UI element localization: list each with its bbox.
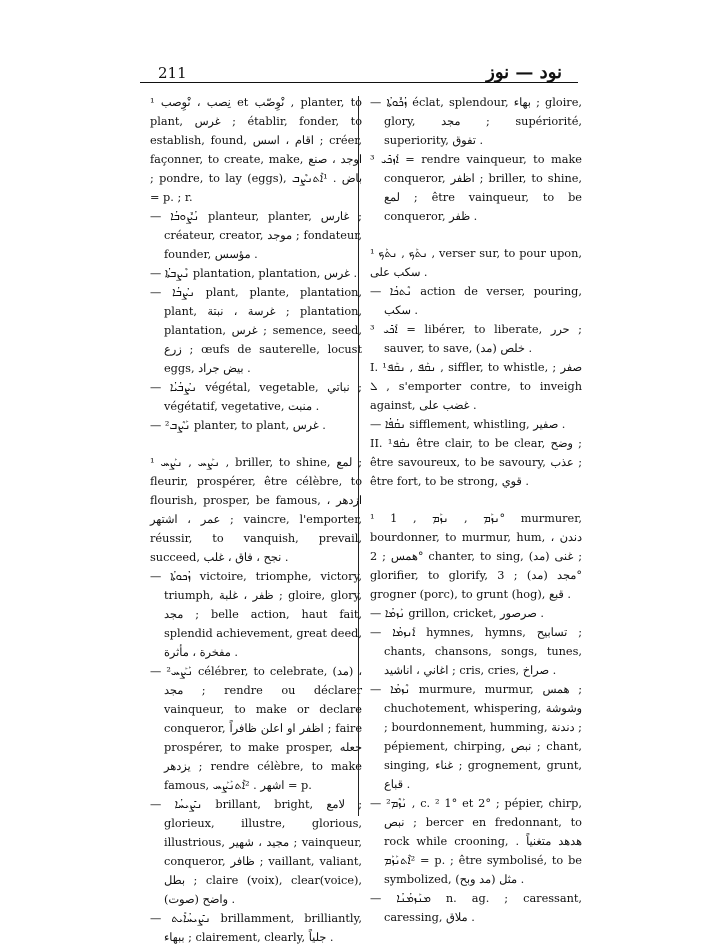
page-number: 211 (158, 64, 187, 82)
header-rule (140, 82, 578, 83)
entry-siffler: I. ¹ܢܩܰܦ , ܢܩܰܦ , siffler, to whistle, صفر ; ܠ , s'emporter contre, to inveigh against, غضب على . (370, 361, 582, 412)
entry-brillant: — ܢܨܺܝܚܳܐ brillant, bright, لامع ; glorieux, illustre, glorious, illustrious, مجيد ، شهير ; vainqueur, conqueror, ظافر ; vaillant, valiant, بطل ; claire (voix), clear(voice), واضح (صوت) . (150, 798, 362, 906)
entry-caressant: — ܡܢܰܙܡܳܢܳܐ n. ag. ; caressant, caressing, ملاق . (370, 892, 582, 924)
running-head: نود — نوز (486, 62, 562, 83)
entry-murmurer: ¹ ܢܙܰܡ , ܢܙܰܡ , 1° murmurer, bourdonner, to murmur, hum, دندن ، همس ; 2° chanter, to sing, غنى (مد) ; glorifier, to glorify, مجد (مد) ; 3° grogner (porc), to grunt (hog), قبع . (370, 512, 583, 601)
entry-verser: ¹ ܢܬܰܟ , ܢܬܰܟ , verser sur, to pour upon, سكب على . (370, 247, 582, 279)
entry-gap (150, 435, 362, 453)
column-separator (358, 96, 359, 816)
right-column (370, 93, 582, 927)
left-column (150, 93, 362, 947)
entry-plantation: — ܢܶܨܒܬܳܐ plantation, plantation, غرس . (150, 267, 358, 280)
entry-grillon: — ܢܰܙܡܳܐ grillon, cricket, صرصور . (370, 607, 544, 620)
entry-nsab: ¹ نِصب ، نْوِصب et نْوِصّب , planter, to plant, غرس ; établir, fonder, to establish, found, اقام ، اسس ; créer, façonner, to create, make, اوجد ، صنع ; pondre, to lay (eggs), باض . ¹ܐܶܬܢܨܶܒ = p. ; r. (150, 96, 363, 204)
entry-vegetal: — ܢܨܳܒܳܝܳܐ végétal, vegetable, نباتي ; végétatif, vegetative, منبت . (150, 381, 362, 413)
entry-action-verser: — ܢܶܬܟܳܐ action de verser, pouring, سكب . (370, 285, 582, 317)
entry-rendre-vainqueur: ³ ܐܰܙܟܺܝ = rendre vainqueur, to make conqueror, اظفر ; briller, to shine, لمع ; être vainqueur, to be conqueror, ظفر . (370, 153, 583, 223)
entry-eclat: — ܙܳܟܽܘܬܳܐ éclat, splendour, بهاء ; gloire, glory, مجد ; supériorité, superiority, تفوق . (370, 96, 583, 147)
entry-gap (370, 491, 582, 509)
entry-celebrer: — ²ܢܰܨܰܚ célébrer, to celebrate, (مد) ، مجد ; rendre ou déclarer vainqueur, to make or declare conqueror, اظفر او اعلن ظافراً ; faire prospérer, to make prosper, جعله يزدهر ; rendre célèbre, to make famous, اشهر . ²ܐܶܬܢܰܨܰܚ = p. (150, 665, 363, 792)
entry-liberer: ³ ܐܰܟܺܝ = libérer, to liberate, حرر ; sauver, to save, (مد) خلص . (370, 323, 582, 355)
entry-planter: — ²ܢܰܨܶܒ planter, to plant, غرس . (150, 419, 326, 432)
entry-murmure: — ܢܶܙܡܳܐ murmure, murmur, همس ; chuchotement, whispering, وشوشة ; bourdonnement, humming, دندنة ; pépiement, chirping, نبص ; chant, singing, غناء ; grognement, grunt, قباع . (370, 683, 583, 791)
entry-victoire: — ܙܳܟܘܬܳܐ victoire, triomphe, victory, triumph, ظفر ، غلبة ; gloire, glory, مجد ; belle action, haut fait, splendid achievement, great deed, مفخرة ، مأثرة . (150, 570, 362, 659)
entry-etre-clair: II. ¹ܢܩܰܦ être clair, to be clear, وضح ; être savoureux, to be savoury, عذب ; être fort, to be strong, قوي . (370, 437, 582, 488)
entry-hymnes: — ܐܰܢܙܡܳܐ hymnes, hymns, تسابيح ; chants, chansons, songs, tunes, اغاني ، اناشيد ; cris, cries, صراخ . (370, 626, 583, 677)
entry-nsah: ¹ ܢܨܰܚ , ܢܨܰܚ , briller, to shine, لمع ; fleurir, prospérer, être célèbre, to flourish, prosper, be famous, ازدهر ، عمر ، اشتهر ; vaincre, l'emporter, réussir, to vanquish, prevail, succeed, نجح ، فاق ، غلب . (150, 456, 363, 564)
entry-planteur: — ܢܳܨܽܘܒܳܐ planteur, planter, غارس ; créateur, creator, موجد ; fondateur, founder, مؤسس . (150, 210, 362, 261)
entry-brillamment: — ܢܨܺܝܚܳܐܺܝܬ brillamment, brilliantly, ببهاء ; clairement, clearly, جلياً . (150, 912, 363, 944)
entry-gap (370, 226, 582, 244)
entry-plant: — ܢܨܳܒܳܐ plant, plante, plantation, plant, غرسة ، نبتة ; plantation, plantation, غرس ; semence, seed, زرع ; œufs de sauterelle, locust eggs, بيض جراد . (150, 286, 362, 375)
entry-pepier: — ²ܢܰܙܶܡ , c. ² 1° et 2° ; pépier, chirp, نبص ; bercer en fredonnant, to rock while crooning, هدهد متغنياً . ²ܐܶܬܢܰܙܰܡ = p. ; être symbolisé, to be symbolized, مثل (مد وبح) . (370, 797, 582, 886)
entry-sifflement: — ܢܩܳܦܳܐ sifflement, whistling, صفير . (370, 418, 566, 431)
